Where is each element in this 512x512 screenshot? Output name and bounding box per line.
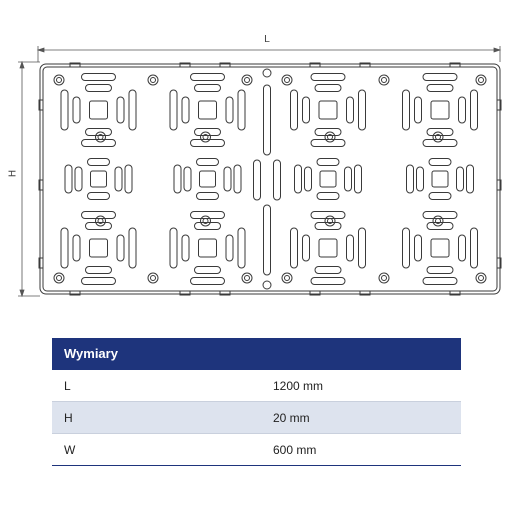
slot (311, 212, 345, 219)
bolt-hole (242, 273, 252, 283)
table-row (52, 434, 461, 466)
slot (407, 165, 414, 193)
bolt-hole (476, 273, 486, 283)
bolt-hole (282, 273, 292, 283)
table-header (52, 338, 461, 370)
slot (423, 74, 457, 81)
bolt-center (151, 78, 156, 83)
slot (73, 97, 80, 123)
bolt-hole (282, 75, 292, 85)
cell-center (199, 101, 217, 119)
bolt-center (151, 276, 156, 281)
slot (184, 167, 191, 191)
slot (311, 278, 345, 285)
slot (170, 90, 177, 130)
slot (182, 97, 189, 123)
slot (197, 193, 219, 200)
slot (423, 212, 457, 219)
slot (117, 235, 124, 261)
slot (347, 97, 354, 123)
slot (129, 90, 136, 130)
slot (467, 165, 474, 193)
bolt-center (57, 78, 62, 83)
grate-panel (39, 63, 501, 295)
slot (197, 159, 219, 166)
bolt-hole (201, 132, 211, 142)
slot (226, 235, 233, 261)
slot (359, 228, 366, 268)
cell-center (319, 101, 337, 119)
bolt-hole (54, 273, 64, 283)
slot (311, 74, 345, 81)
table-title: Wymiary (64, 346, 118, 361)
bolt-hole (433, 216, 443, 226)
slot (61, 228, 68, 268)
bolt-center (245, 276, 250, 281)
slot (191, 74, 225, 81)
slot (82, 74, 116, 81)
cell-center (432, 171, 448, 187)
slot (75, 167, 82, 191)
slot (359, 90, 366, 130)
bolt-center (245, 78, 250, 83)
bolt-center (479, 78, 484, 83)
bolt-center (479, 276, 484, 281)
bolt-hole (476, 75, 486, 85)
cell-center (90, 101, 108, 119)
row-value: 600 mm (273, 442, 317, 457)
slot (317, 159, 339, 166)
bolt-hole (148, 75, 158, 85)
slot (129, 228, 136, 268)
row-value: 20 mm (273, 410, 310, 425)
slot (305, 167, 312, 191)
slot (224, 167, 231, 191)
slot (226, 97, 233, 123)
slot (317, 193, 339, 200)
slot (429, 159, 451, 166)
slot (315, 267, 341, 274)
cell-center (90, 239, 108, 257)
cell-center (319, 239, 337, 257)
height-dimension-label: H (7, 169, 19, 178)
slot (427, 85, 453, 92)
bolt-hole (379, 75, 389, 85)
slot (182, 235, 189, 261)
bolt-hole (325, 132, 335, 142)
slot (459, 97, 466, 123)
length-dimension-label: L (264, 34, 270, 45)
slot (170, 228, 177, 268)
slot (291, 90, 298, 130)
divider-slot (264, 205, 271, 275)
bolt-center (382, 276, 387, 281)
bolt-hole (242, 75, 252, 85)
bolt-hole (263, 281, 271, 289)
slot (427, 267, 453, 274)
cell-center (431, 239, 449, 257)
slot (311, 140, 345, 147)
slot (429, 193, 451, 200)
slot (191, 140, 225, 147)
bolt-hole (148, 273, 158, 283)
slot (459, 235, 466, 261)
slot (238, 90, 245, 130)
slot (355, 165, 362, 193)
cell-center (320, 171, 336, 187)
slot (86, 85, 112, 92)
row-value: 1200 mm (273, 378, 324, 393)
bolt-hole (201, 216, 211, 226)
slot (423, 140, 457, 147)
slot (471, 90, 478, 130)
table-row (52, 370, 461, 402)
slot (125, 165, 132, 193)
slot (403, 228, 410, 268)
cell-center (200, 171, 216, 187)
divider-slot (254, 160, 261, 200)
slot (195, 267, 221, 274)
bolt-center (57, 276, 62, 281)
slot (117, 97, 124, 123)
cell-center (199, 239, 217, 257)
row-key: L (64, 378, 71, 393)
slot (234, 165, 241, 193)
cell-center (91, 171, 107, 187)
slot (65, 165, 72, 193)
slot (291, 228, 298, 268)
slot (86, 267, 112, 274)
slot (303, 235, 310, 261)
bolt-hole (263, 69, 271, 77)
slot (191, 212, 225, 219)
slot (457, 167, 464, 191)
slot (73, 235, 80, 261)
dimension-lines (18, 46, 500, 296)
slot (471, 228, 478, 268)
slot (61, 90, 68, 130)
slot (315, 85, 341, 92)
slot (82, 278, 116, 285)
dimensions-table (52, 338, 461, 466)
slot (345, 167, 352, 191)
slot (417, 167, 424, 191)
slot (415, 235, 422, 261)
slot (415, 97, 422, 123)
bolt-center (285, 78, 290, 83)
slot (191, 278, 225, 285)
bolt-hole (54, 75, 64, 85)
slot (82, 212, 116, 219)
table-row (52, 402, 461, 434)
bolt-hole (96, 132, 106, 142)
divider-slot (274, 160, 281, 200)
slot (403, 90, 410, 130)
cell-center (431, 101, 449, 119)
slot (238, 228, 245, 268)
slot (88, 193, 110, 200)
slot (423, 278, 457, 285)
bolt-center (382, 78, 387, 83)
slot (115, 167, 122, 191)
slot (303, 97, 310, 123)
bolt-hole (379, 273, 389, 283)
slot (174, 165, 181, 193)
slot (88, 159, 110, 166)
bolt-center (285, 276, 290, 281)
bolt-hole (96, 216, 106, 226)
row-key: W (64, 442, 76, 457)
divider-slot (264, 85, 271, 155)
bolt-hole (433, 132, 443, 142)
slot (82, 140, 116, 147)
row-key: H (64, 410, 73, 425)
slot (195, 85, 221, 92)
bolt-hole (325, 216, 335, 226)
slot (295, 165, 302, 193)
slot (347, 235, 354, 261)
